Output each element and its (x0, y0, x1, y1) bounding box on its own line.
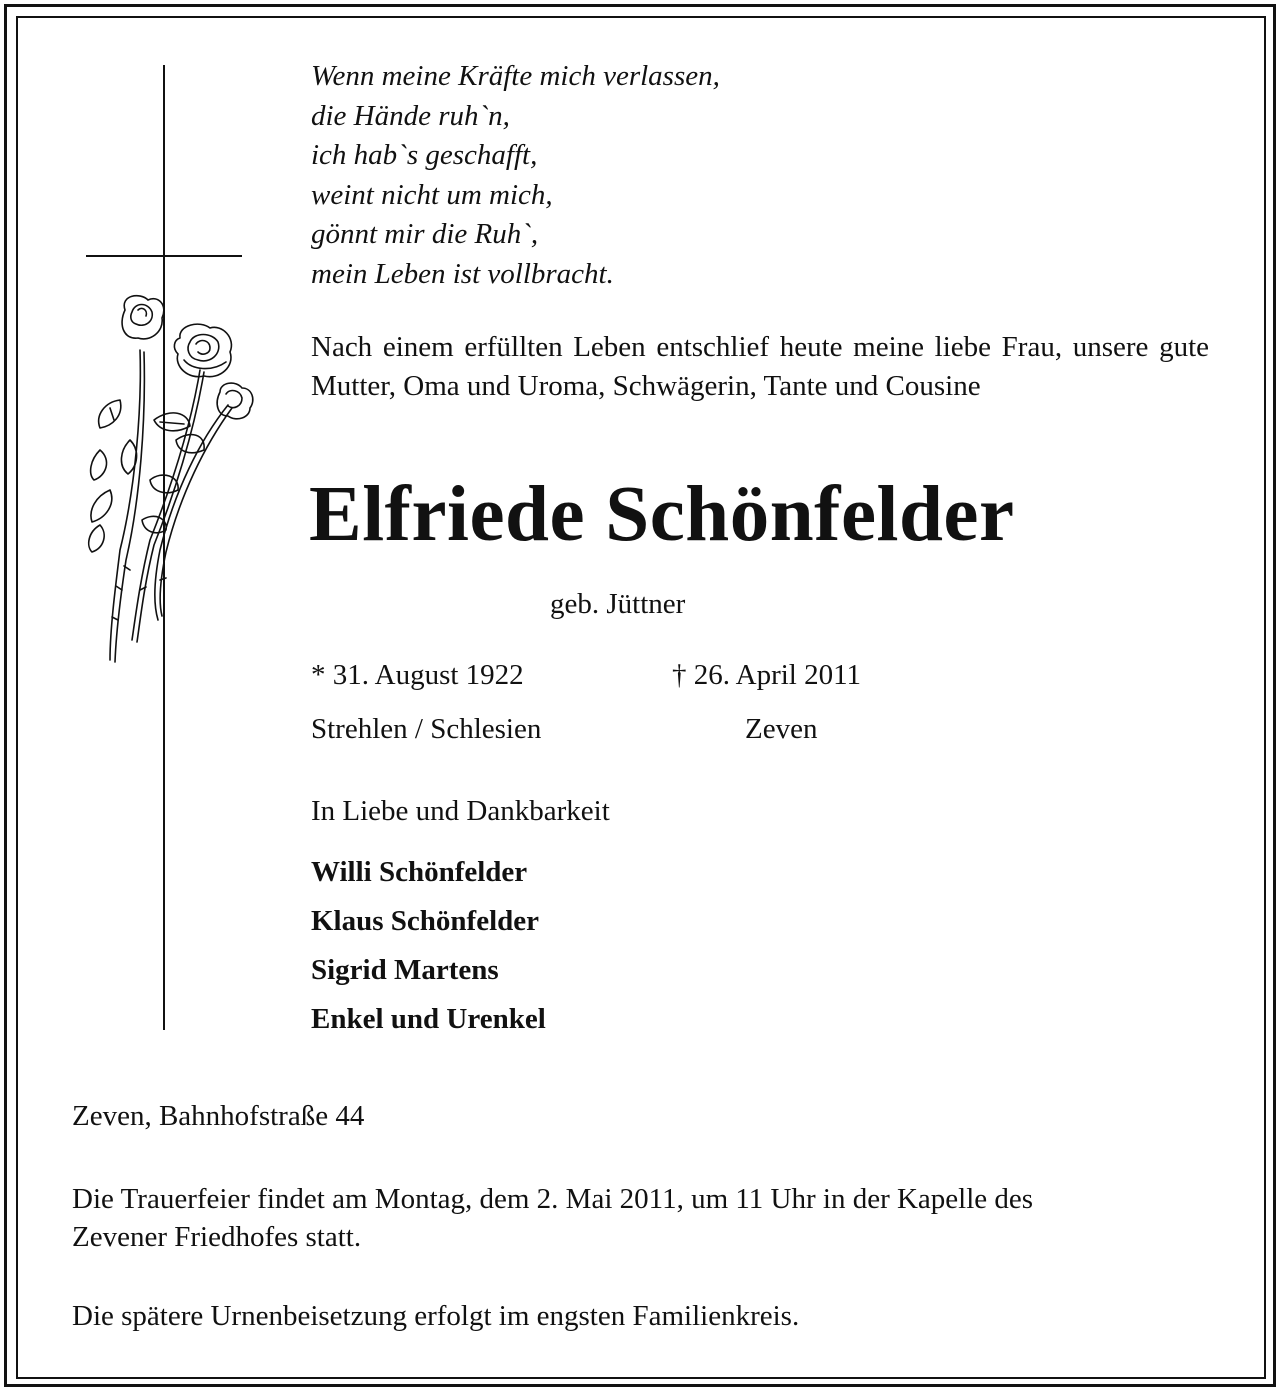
funeral-line: Die Trauerfeier findet am Montag, dem 2. Mai 2011, um 11 Uhr in der Kapelle des (72, 1183, 1034, 1215)
deceased-name: Elfriede Schönfelder (309, 471, 1015, 558)
closing-phrase: In Liebe und Dankbarkeit (311, 795, 610, 827)
poem (311, 57, 720, 294)
maiden-name: geb. Jüttner (550, 588, 686, 620)
address: Zeven, Bahnhofstraße 44 (72, 1100, 365, 1132)
mourner-name: Sigrid Martens (311, 954, 499, 986)
burial-note: Die spätere Urnenbeisetzung erfolgt im engsten Familienkreis. (72, 1300, 800, 1332)
death-place: Zeven (745, 713, 818, 745)
mourner-name: Klaus Schönfelder (311, 905, 539, 937)
mourner-name: Willi Schönfelder (311, 856, 528, 888)
poem-line: gönnt mir die Ruh`, (311, 218, 539, 250)
poem-line: ich hab`s geschafft, (311, 139, 538, 171)
mourner-name: Enkel und Urenkel (311, 1003, 546, 1035)
funeral-line: Zevener Friedhofes statt. (72, 1221, 362, 1253)
cross-horizontal-bar (86, 255, 242, 257)
death-date: † 26. April 2011 (672, 659, 862, 691)
birth-date: * 31. August 1922 (311, 659, 524, 691)
poem-line: weint nicht um mich, (311, 178, 553, 211)
roses-icon (80, 290, 270, 670)
poem-line: Wenn meine Kräfte mich verlassen, (311, 60, 720, 92)
poem-line: mein Leben ist vollbracht. (311, 257, 614, 290)
poem-line: die Hände ruh`n, (311, 99, 510, 132)
intro-text: Nach einem erfüllten Leben entschlief heute meine liebe Frau, unsere gute Mutter, Oma und Uroma, Schwägerin, Tante und Cousine (311, 331, 1209, 402)
birth-place: Strehlen / Schlesien (311, 713, 542, 745)
funeral-info (72, 1180, 1033, 1256)
